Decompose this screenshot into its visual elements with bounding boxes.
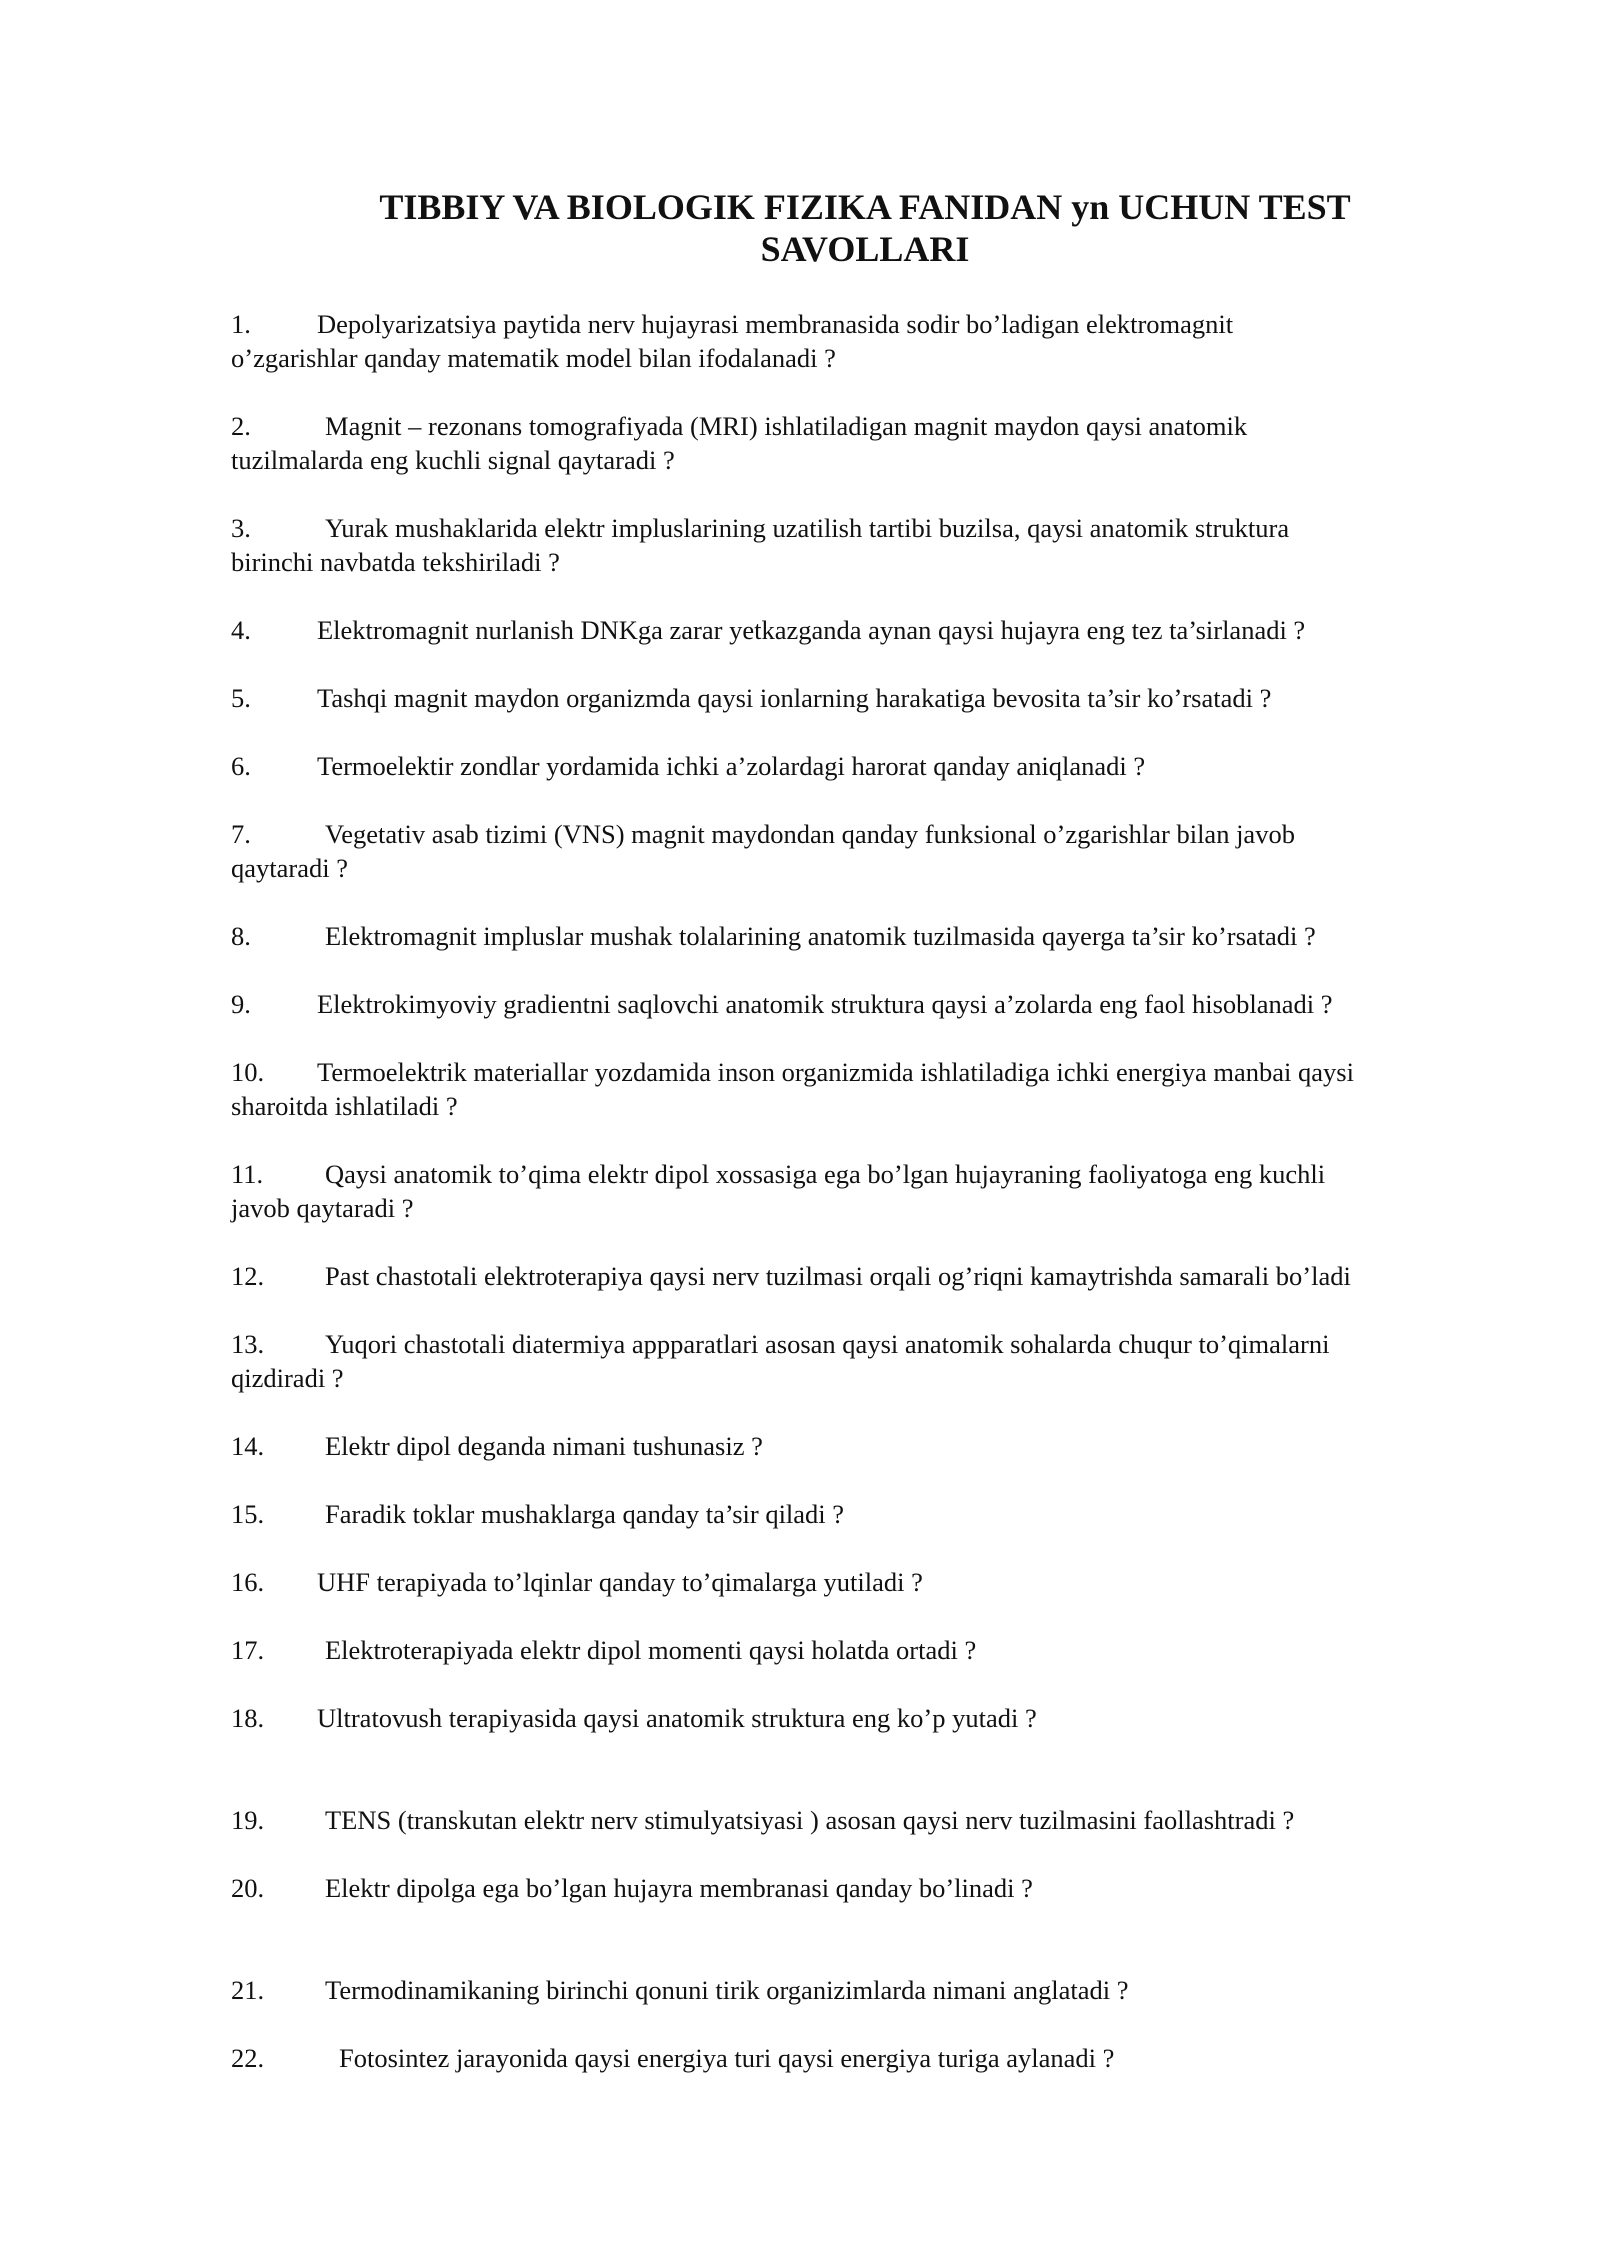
question-item xyxy=(231,511,1491,579)
question-number: 17. xyxy=(231,1635,265,1665)
question-number: 20. xyxy=(231,1873,265,1903)
question-text: Past chastotali elektroterapiya qaysi nerv tuzilmasi orqali og’riqni kamaytrishda samarali bo’ladi xyxy=(325,1261,1351,1291)
question-item xyxy=(231,409,1491,477)
question-number: 16. xyxy=(231,1567,265,1597)
question-text: Tashqi magnit maydon organizmda qaysi ionlarning harakatiga bevosita ta’sir ko’rsatadi ? xyxy=(317,683,1272,713)
question-item xyxy=(231,1429,1491,1463)
question-item xyxy=(231,749,1491,783)
question-number: 9. xyxy=(231,989,251,1019)
question-number: 19. xyxy=(231,1805,265,1835)
question-text: Termodinamikaning birinchi qonuni tirik organizimlarda nimani anglatadi ? xyxy=(325,1975,1129,2005)
question-number: 7. xyxy=(231,819,251,849)
question-text: Elektr dipolga ega bo’lgan hujayra membranasi qanday bo’linadi ? xyxy=(325,1873,1033,1903)
question-number: 11. xyxy=(231,1159,264,1189)
question-text-line-1: Magnit – rezonans tomografiyada (MRI) ishlatiladigan magnit maydon qaysi anatomik xyxy=(325,411,1248,441)
question-number: 15. xyxy=(231,1499,265,1529)
title-line-1: TIBBIY VA BIOLOGIK FIZIKA FANIDAN yn UCHUN TEST xyxy=(379,187,1351,227)
question-item xyxy=(231,1803,1491,1837)
question-number: 22. xyxy=(231,2043,265,2073)
question-text-line-2: javob qaytaradi ? xyxy=(231,1193,414,1223)
question-text-line-2: qizdiradi ? xyxy=(231,1363,344,1393)
question-item xyxy=(231,1973,1491,2007)
question-text-line-1: Yuqori chastotali diatermiya appparatlari asosan qaysi anatomik sohalarda chuqur to’qimalarni xyxy=(325,1329,1330,1359)
question-item xyxy=(231,987,1491,1021)
question-item xyxy=(231,1055,1491,1123)
question-text: Elektromagnit impluslar mushak tolalarining anatomik tuzilmasida qayerga ta’sir ko’rsatadi ? xyxy=(325,921,1316,951)
question-number: 2. xyxy=(231,411,251,441)
question-text-line-2: qaytaradi ? xyxy=(231,853,348,883)
question-number: 21. xyxy=(231,1975,265,2005)
question-text-line-1: Qaysi anatomik to’qima elektr dipol xossasiga ega bo’lgan hujayraning faoliyatoga eng kuchli xyxy=(325,1159,1326,1189)
question-text-line-1: Depolyarizatsiya paytida nerv hujayrasi membranasida sodir bo’ladigan elektromagnit xyxy=(317,309,1234,339)
question-item xyxy=(231,817,1491,885)
question-item xyxy=(231,2041,1491,2075)
question-text-line-1: Termoelektrik materiallar yozdamida inson organizmida ishlatiladiga ichki energiya manbai qaysi xyxy=(317,1057,1354,1087)
question-number: 4. xyxy=(231,615,251,645)
question-item xyxy=(231,1871,1491,1905)
question-text: Elektromagnit nurlanish DNKga zarar yetkazganda aynan qaysi hujayra eng tez ta’sirlanadi ? xyxy=(317,615,1306,645)
question-text-line-2: sharoitda ishlatiladi ? xyxy=(231,1091,458,1121)
question-number: 3. xyxy=(231,513,251,543)
question-number: 13. xyxy=(231,1329,265,1359)
question-text-line-1: Yurak mushaklarida elektr impluslarining uzatilish tartibi buzilsa, qaysi anatomik struktura xyxy=(325,513,1290,543)
question-item xyxy=(231,1701,1491,1735)
question-text: Faradik toklar mushaklarga qanday ta’sir qiladi ? xyxy=(325,1499,845,1529)
question-item xyxy=(231,1259,1491,1293)
question-text: Fotosintez jarayonida qaysi energiya turi qaysi energiya turiga aylanadi ? xyxy=(339,2043,1115,2073)
question-number: 5. xyxy=(231,683,251,713)
question-text-line-2: birinchi navbatda tekshiriladi ? xyxy=(231,547,560,577)
question-text: Elektrokimyoviy gradientni saqlovchi anatomik struktura qaysi a’zolarda eng faol hisoblanadi ? xyxy=(317,989,1333,1019)
question-number: 1. xyxy=(231,309,251,339)
question-item xyxy=(231,1497,1491,1531)
question-text: Elektr dipol deganda nimani tushunasiz ? xyxy=(325,1431,763,1461)
document-title xyxy=(250,186,1480,270)
question-number: 10. xyxy=(231,1057,265,1087)
question-number: 12. xyxy=(231,1261,265,1291)
question-item xyxy=(231,681,1491,715)
question-text: Ultratovush terapiyasida qaysi anatomik struktura eng ko’p yutadi ? xyxy=(317,1703,1037,1733)
question-text-line-2: tuzilmalarda eng kuchli signal qaytaradi ? xyxy=(231,445,675,475)
question-number: 8. xyxy=(231,921,251,951)
question-item xyxy=(231,1327,1491,1395)
question-text-line-1: Vegetativ asab tizimi (VNS) magnit maydondan qanday funksional o’zgarishlar bilan javob xyxy=(325,819,1295,849)
question-item xyxy=(231,1157,1491,1225)
question-item xyxy=(231,613,1491,647)
question-item xyxy=(231,1633,1491,1667)
question-number: 6. xyxy=(231,751,251,781)
question-text: UHF terapiyada to’lqinlar qanday to’qimalarga yutiladi ? xyxy=(317,1567,923,1597)
question-text: Termoelektir zondlar yordamida ichki a’zolardagi harorat qanday aniqlanadi ? xyxy=(317,751,1146,781)
question-item xyxy=(231,307,1491,375)
question-item xyxy=(231,919,1491,953)
question-number: 18. xyxy=(231,1703,265,1733)
question-text: TENS (transkutan elektr nerv stimulyatsiyasi ) asosan qaysi nerv tuzilmasini faollashtradi ? xyxy=(325,1805,1295,1835)
title-line-2: SAVOLLARI xyxy=(760,229,970,269)
question-text: Elektroterapiyada elektr dipol momenti qaysi holatda ortadi ? xyxy=(325,1635,977,1665)
question-number: 14. xyxy=(231,1431,265,1461)
question-text-line-2: o’zgarishlar qanday matematik model bilan ifodalanadi ? xyxy=(231,343,836,373)
question-item xyxy=(231,1565,1491,1599)
